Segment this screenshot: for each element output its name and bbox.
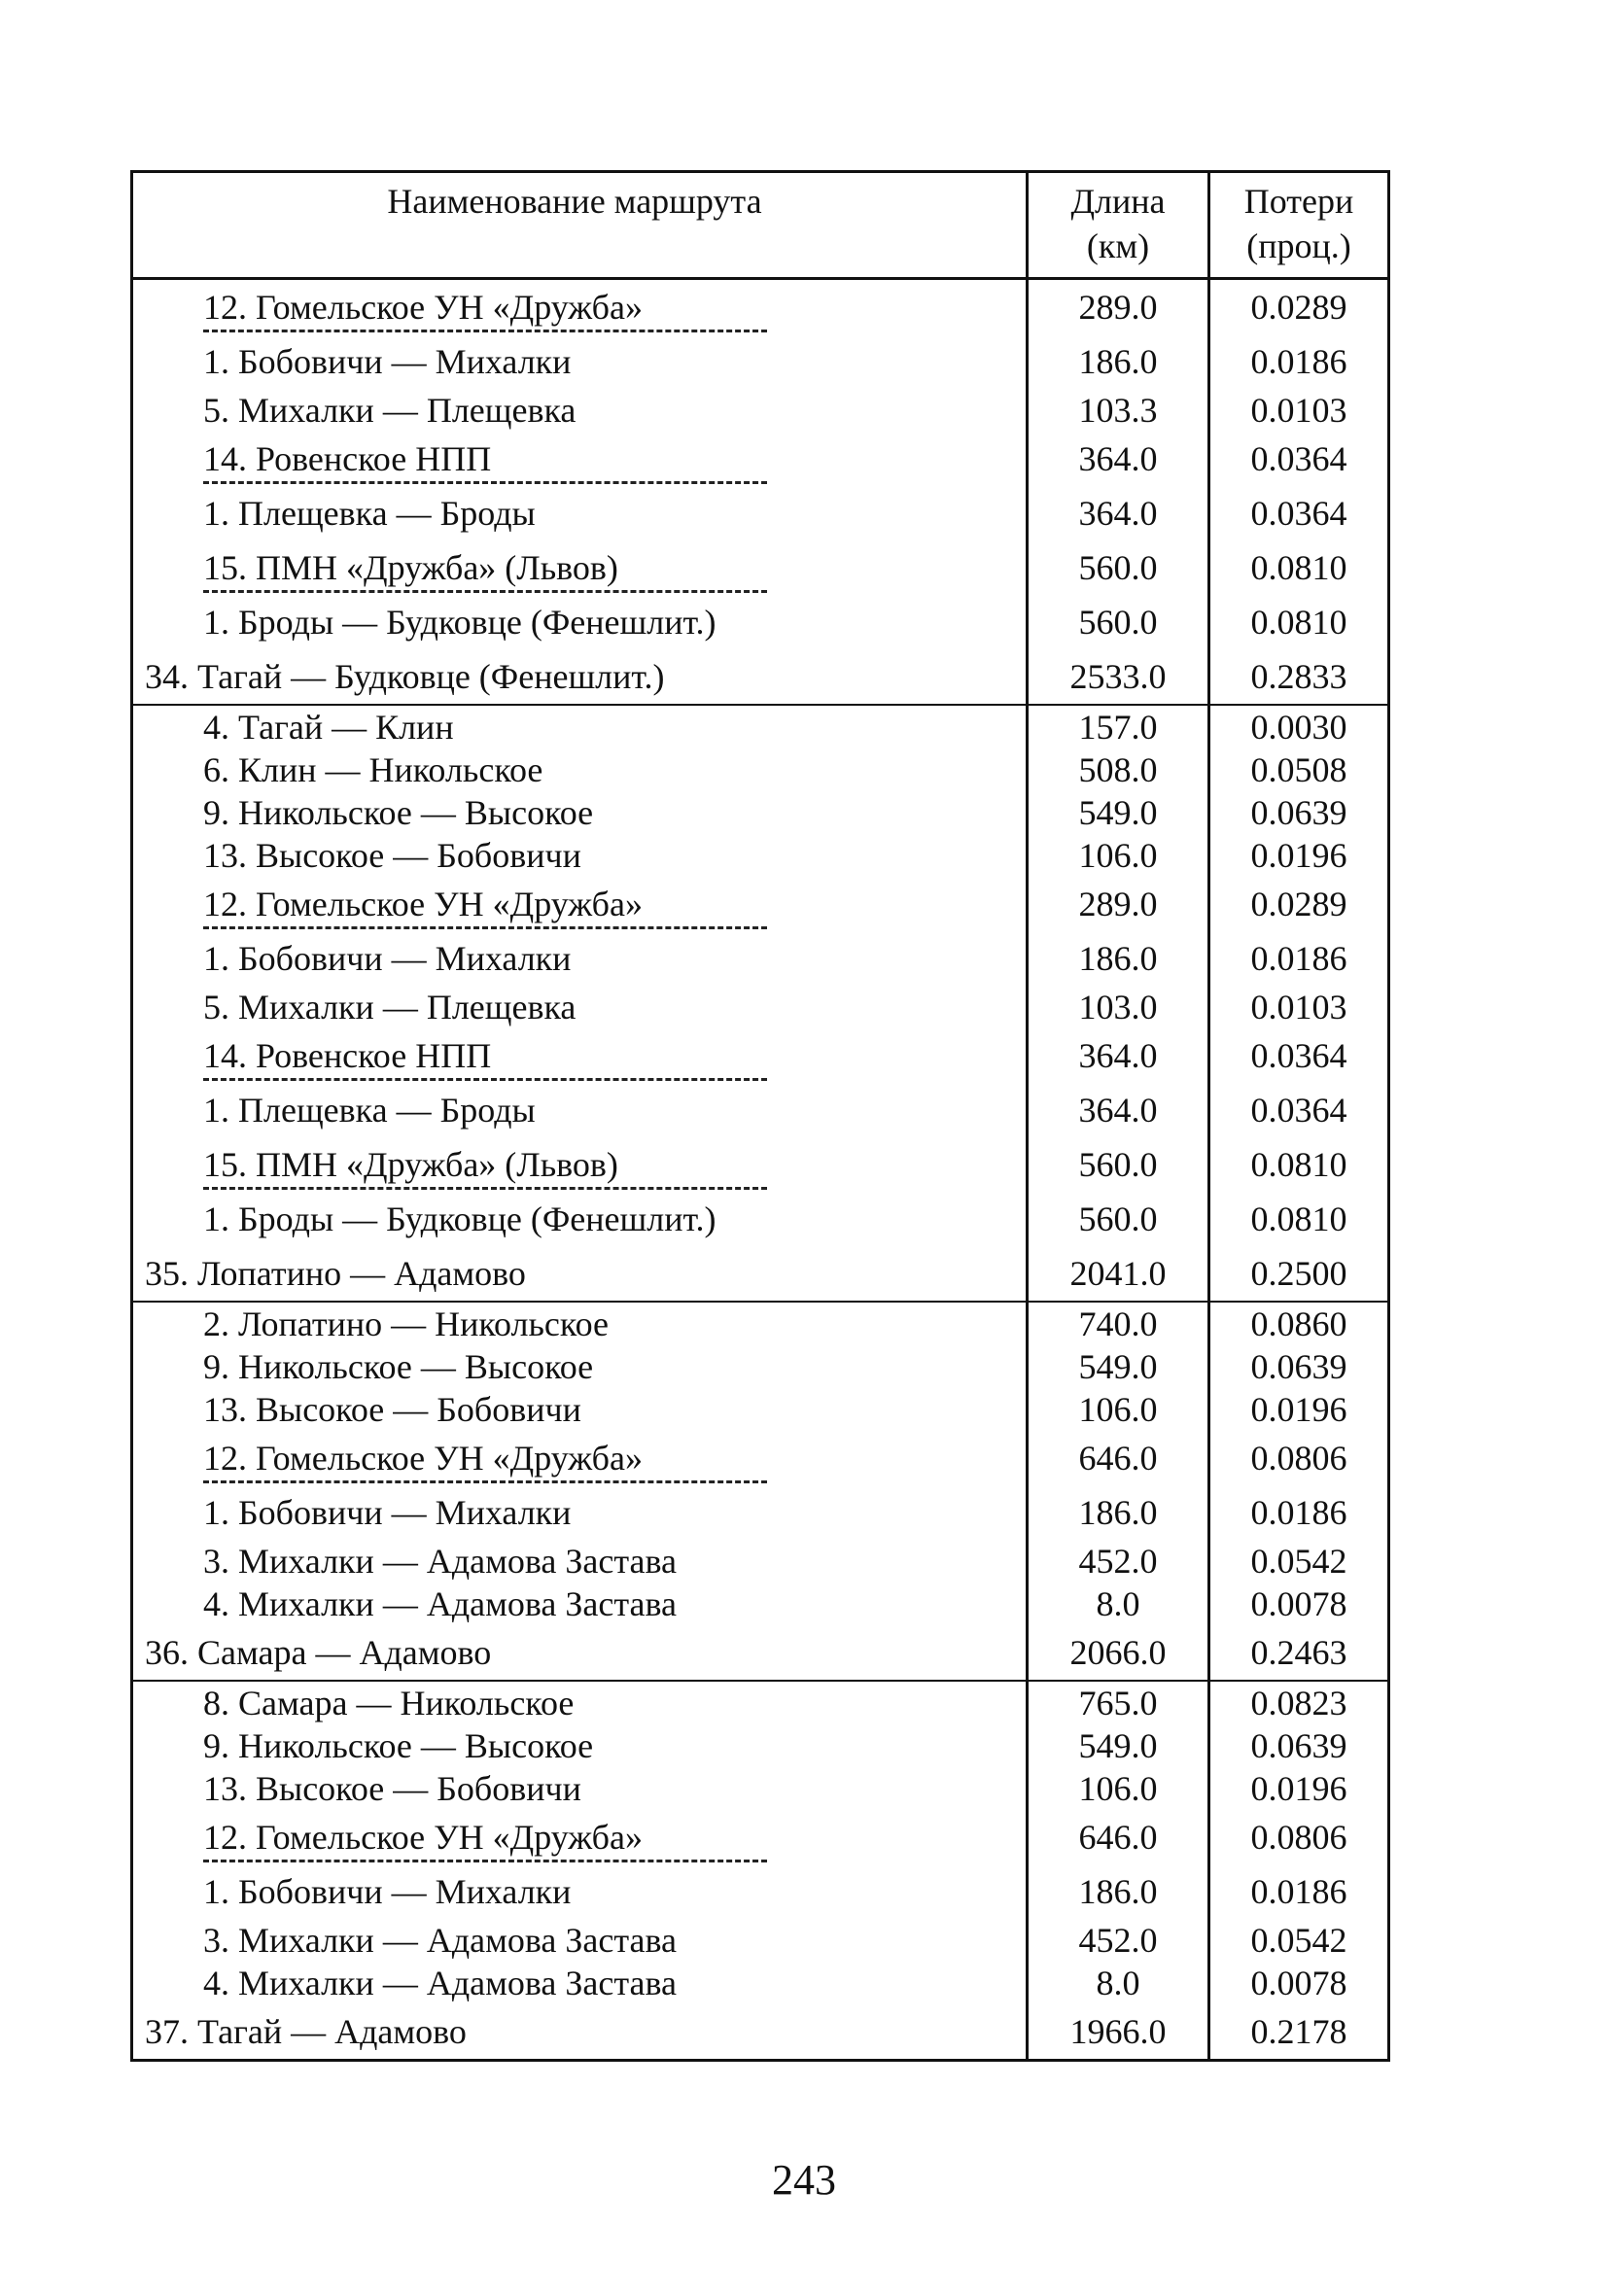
table-row-total: [133, 1625, 1387, 1680]
table-row: [133, 486, 1387, 540]
route-length: 364.0: [1078, 1091, 1158, 1130]
route-loss-cell: [1210, 706, 1387, 748]
table-row: [133, 1864, 1387, 1919]
route-length-cell: [1029, 2004, 1210, 2059]
route-loss: 0.0186: [1250, 342, 1347, 381]
route-loss-cell: [1210, 1192, 1387, 1246]
route-name-cell: [133, 1388, 1029, 1431]
table-row: [133, 1083, 1387, 1137]
route-loss-cell: [1210, 432, 1387, 486]
route-name-cell: [133, 1192, 1029, 1246]
table-row: [133, 1345, 1387, 1388]
route-loss: 0.0810: [1250, 1145, 1347, 1184]
route-loss-cell: [1210, 1962, 1387, 2004]
route-loss-cell: [1210, 334, 1387, 389]
route-length-cell: [1029, 1919, 1210, 1962]
route-loss-cell: [1210, 986, 1387, 1028]
route-length-cell: [1029, 748, 1210, 791]
route-name: 3. Михалки — Адамова Застава: [203, 1542, 678, 1581]
table-row: [133, 1540, 1387, 1583]
route-length: 364.0: [1078, 494, 1158, 533]
route-name: 1. Броды — Будковце (Фенешлит.): [203, 1200, 717, 1238]
route-length-cell: [1029, 986, 1210, 1028]
route-loss: 0.0196: [1250, 1390, 1347, 1429]
route-loss: 0.0289: [1250, 288, 1347, 327]
route-name: 3. Михалки — Адамова Застава: [203, 1921, 678, 1960]
route-length-cell: [1029, 1810, 1210, 1864]
route-name: 4. Тагай — Клин: [203, 708, 454, 747]
route-loss: 0.0186: [1250, 1493, 1347, 1532]
table-row: [133, 1962, 1387, 2004]
route-loss: 0.2178: [1250, 2012, 1347, 2051]
route-loss: 0.0542: [1250, 1542, 1347, 1581]
table-row: [133, 1137, 1387, 1192]
route-loss-cell: [1210, 540, 1387, 595]
route-name-cell: [133, 748, 1029, 791]
route-loss: 0.0542: [1250, 1921, 1347, 1960]
route-length: 364.0: [1078, 1036, 1158, 1075]
route-loss-cell: [1210, 1431, 1387, 1485]
route-loss: 0.0364: [1250, 1091, 1347, 1130]
route-length-cell: [1029, 1083, 1210, 1137]
table-row: [133, 1767, 1387, 1810]
route-length-cell: [1029, 1388, 1210, 1431]
route-loss-cell: [1210, 1246, 1387, 1301]
route-loss: 0.0823: [1250, 1684, 1347, 1722]
route-length: 186.0: [1078, 1872, 1158, 1911]
route-name-cell: [133, 1028, 1029, 1083]
route-name: 12. Гомельское УН «Дружба»: [203, 288, 643, 327]
route-name: 1. Броды — Будковце (Фенешлит.): [203, 603, 717, 642]
header-name: Наименование маршрута: [387, 182, 762, 221]
route-name-cell: [133, 1246, 1029, 1301]
route-loss: 0.0508: [1250, 750, 1347, 789]
table-row: [133, 1028, 1387, 1083]
table-row: [133, 748, 1387, 791]
route-name: 12. Гомельское УН «Дружба»: [203, 1439, 643, 1478]
route-length-cell: [1029, 931, 1210, 986]
route-name-cell: [133, 1625, 1029, 1680]
route-name-cell: [133, 649, 1029, 704]
route-name: 9. Никольское — Высокое: [203, 793, 594, 832]
route-length: 452.0: [1078, 1542, 1158, 1581]
route-length-cell: [1029, 791, 1210, 834]
route-length-cell: [1029, 1303, 1210, 1345]
route-name-cell: [133, 1303, 1029, 1345]
route-name: 12. Гомельское УН «Дружба»: [203, 1818, 643, 1857]
route-loss-cell: [1210, 791, 1387, 834]
route-length: 289.0: [1078, 288, 1158, 327]
route-length-cell: [1029, 595, 1210, 649]
route-name: 37. Тагай — Адамово: [145, 2012, 467, 2051]
route-name-cell: [133, 1345, 1029, 1388]
route-length: 508.0: [1078, 750, 1158, 789]
route-loss-cell: [1210, 1864, 1387, 1919]
route-name-cell: [133, 1083, 1029, 1137]
route-length-cell: [1029, 1246, 1210, 1301]
route-name-cell: [133, 1540, 1029, 1583]
table-row: [133, 931, 1387, 986]
route-length: 186.0: [1078, 342, 1158, 381]
route-length: 560.0: [1078, 603, 1158, 642]
route-name: 1. Бобовичи — Михалки: [203, 1493, 572, 1532]
route-loss-cell: [1210, 748, 1387, 791]
route-loss-cell: [1210, 931, 1387, 986]
header-length: Длина (км): [1070, 182, 1166, 265]
route-loss: 0.2833: [1250, 657, 1347, 696]
route-name: 13. Высокое — Бобовичи: [203, 836, 581, 875]
route-length-cell: [1029, 834, 1210, 877]
route-name: 36. Самара — Адамово: [145, 1633, 492, 1672]
table-row: [133, 1431, 1387, 1485]
route-loss: 0.2463: [1250, 1633, 1347, 1672]
route-name: 5. Михалки — Плещевка: [203, 391, 577, 430]
route-name-cell: [133, 540, 1029, 595]
route-loss-cell: [1210, 1625, 1387, 1680]
header-name-cell: [133, 173, 1029, 277]
route-length: 103.0: [1078, 988, 1158, 1026]
table-row: [133, 595, 1387, 649]
route-length: 103.3: [1078, 391, 1158, 430]
route-name-cell: [133, 1919, 1029, 1962]
route-length: 560.0: [1078, 1200, 1158, 1238]
route-loss: 0.0810: [1250, 548, 1347, 587]
route-loss-cell: [1210, 1724, 1387, 1767]
route-loss: 0.0810: [1250, 603, 1347, 642]
route-loss-cell: [1210, 2004, 1387, 2059]
route-length: 646.0: [1078, 1439, 1158, 1478]
route-length-cell: [1029, 1767, 1210, 1810]
route-loss-cell: [1210, 1919, 1387, 1962]
route-loss: 0.0289: [1250, 885, 1347, 923]
route-loss-cell: [1210, 280, 1387, 334]
route-length: 106.0: [1078, 1769, 1158, 1808]
route-loss: 0.0196: [1250, 1769, 1347, 1808]
route-length-cell: [1029, 1137, 1210, 1192]
route-length-cell: [1029, 486, 1210, 540]
header-loss-cell: [1210, 173, 1387, 277]
route-loss: 0.0078: [1250, 1584, 1347, 1623]
route-loss: 0.0030: [1250, 708, 1347, 747]
route-name-cell: [133, 2004, 1029, 2059]
route-name: 4. Михалки — Адамова Застава: [203, 1584, 678, 1623]
route-length: 560.0: [1078, 548, 1158, 587]
route-length-cell: [1029, 1625, 1210, 1680]
route-name: 1. Бобовичи — Михалки: [203, 1872, 572, 1911]
route-name: 35. Лопатино — Адамово: [145, 1254, 526, 1293]
table-row: [133, 706, 1387, 748]
route-name-cell: [133, 1724, 1029, 1767]
route-length: 549.0: [1078, 1347, 1158, 1386]
route-loss-cell: [1210, 1137, 1387, 1192]
route-length-cell: [1029, 1540, 1210, 1583]
route-loss: 0.0103: [1250, 391, 1347, 430]
table-row-total: [133, 1246, 1387, 1301]
route-length: 106.0: [1078, 1390, 1158, 1429]
table-row: [133, 280, 1387, 334]
route-name-cell: [133, 486, 1029, 540]
route-name-cell: [133, 931, 1029, 986]
route-loss-cell: [1210, 1345, 1387, 1388]
route-loss: 0.0196: [1250, 836, 1347, 875]
route-name-cell: [133, 1137, 1029, 1192]
route-loss-cell: [1210, 649, 1387, 704]
route-length-cell: [1029, 280, 1210, 334]
route-loss-cell: [1210, 1083, 1387, 1137]
route-length: 8.0: [1096, 1964, 1140, 2002]
route-length: 646.0: [1078, 1818, 1158, 1857]
route-length: 289.0: [1078, 885, 1158, 923]
table-row: [133, 1583, 1387, 1625]
route-name-cell: [133, 1767, 1029, 1810]
route-loss-cell: [1210, 595, 1387, 649]
route-length: 8.0: [1096, 1584, 1140, 1623]
route-length: 549.0: [1078, 1726, 1158, 1765]
table-row: [133, 1485, 1387, 1540]
route-length: 2066.0: [1069, 1633, 1167, 1672]
route-loss-cell: [1210, 877, 1387, 931]
route-length-cell: [1029, 1431, 1210, 1485]
route-name-cell: [133, 1431, 1029, 1485]
route-name: 1. Плещевка — Броды: [203, 494, 536, 533]
route-name-cell: [133, 791, 1029, 834]
route-loss: 0.0186: [1250, 1872, 1347, 1911]
route-name: 5. Михалки — Плещевка: [203, 988, 577, 1026]
route-length-cell: [1029, 1345, 1210, 1388]
route-loss: 0.0810: [1250, 1200, 1347, 1238]
route-loss-cell: [1210, 1028, 1387, 1083]
route-length-cell: [1029, 649, 1210, 704]
route-name-cell: [133, 1864, 1029, 1919]
route-length: 106.0: [1078, 836, 1158, 875]
route-name: 9. Никольское — Высокое: [203, 1347, 594, 1386]
route-loss: 0.0364: [1250, 1036, 1347, 1075]
table-row: [133, 1192, 1387, 1246]
table-row: [133, 334, 1387, 389]
route-loss-cell: [1210, 1303, 1387, 1345]
route-loss: 0.0364: [1250, 439, 1347, 478]
route-loss: 0.0639: [1250, 1726, 1347, 1765]
route-loss: 0.0806: [1250, 1439, 1347, 1478]
route-name: 15. ПМН «Дружба» (Львов): [203, 1145, 618, 1184]
route-loss-cell: [1210, 486, 1387, 540]
route-name: 15. ПМН «Дружба» (Львов): [203, 548, 618, 587]
route-length-cell: [1029, 877, 1210, 931]
route-length-cell: [1029, 706, 1210, 748]
route-loss: 0.0806: [1250, 1818, 1347, 1857]
route-loss-cell: [1210, 1540, 1387, 1583]
page-number: 243: [772, 2156, 836, 2204]
table-row: [133, 791, 1387, 834]
route-name-cell: [133, 1485, 1029, 1540]
route-name-cell: [133, 389, 1029, 432]
route-name-cell: [133, 334, 1029, 389]
header-loss: Потери (проц.): [1243, 182, 1354, 265]
route-loss: 0.0364: [1250, 494, 1347, 533]
route-length-cell: [1029, 334, 1210, 389]
route-name-cell: [133, 986, 1029, 1028]
route-length: 740.0: [1078, 1305, 1158, 1343]
route-name: 1. Плещевка — Броды: [203, 1091, 536, 1130]
route-table: [130, 170, 1390, 2062]
route-loss-cell: [1210, 1388, 1387, 1431]
route-length: 560.0: [1078, 1145, 1158, 1184]
route-name-cell: [133, 1583, 1029, 1625]
route-name-cell: [133, 1962, 1029, 2004]
route-length-cell: [1029, 1724, 1210, 1767]
route-length-cell: [1029, 1583, 1210, 1625]
route-length: 1966.0: [1069, 2012, 1167, 2051]
table-row-total: [133, 649, 1387, 704]
route-length: 186.0: [1078, 939, 1158, 978]
route-group: [133, 1303, 1387, 1682]
route-length: 549.0: [1078, 793, 1158, 832]
route-name: 13. Высокое — Бобовичи: [203, 1769, 581, 1808]
table-row: [133, 1303, 1387, 1345]
route-group: [133, 706, 1387, 1303]
route-name: 13. Высокое — Бобовичи: [203, 1390, 581, 1429]
route-name: 6. Клин — Никольское: [203, 750, 543, 789]
route-name: 2. Лопатино — Никольское: [203, 1305, 609, 1343]
route-name-cell: [133, 595, 1029, 649]
route-length-cell: [1029, 1192, 1210, 1246]
table-row: [133, 1919, 1387, 1962]
route-loss: 0.0078: [1250, 1964, 1347, 2002]
route-loss: 0.0186: [1250, 939, 1347, 978]
route-loss: 0.0103: [1250, 988, 1347, 1026]
route-loss: 0.0860: [1250, 1305, 1347, 1343]
table-row: [133, 834, 1387, 877]
route-length-cell: [1029, 1962, 1210, 2004]
route-loss-cell: [1210, 1767, 1387, 1810]
route-length-cell: [1029, 1682, 1210, 1724]
route-name: 14. Ровенское НПП: [203, 439, 492, 478]
route-name: 1. Бобовичи — Михалки: [203, 939, 572, 978]
route-name-cell: [133, 706, 1029, 748]
route-name-cell: [133, 432, 1029, 486]
route-name-cell: [133, 1810, 1029, 1864]
route-length: 157.0: [1078, 708, 1158, 747]
route-name-cell: [133, 834, 1029, 877]
route-loss-cell: [1210, 1485, 1387, 1540]
table-row: [133, 1724, 1387, 1767]
table-body: [133, 280, 1387, 2059]
route-loss: 0.0639: [1250, 793, 1347, 832]
route-length-cell: [1029, 1864, 1210, 1919]
table-row: [133, 877, 1387, 931]
route-loss-cell: [1210, 389, 1387, 432]
route-loss-cell: [1210, 1583, 1387, 1625]
header-length-cell: [1029, 173, 1210, 277]
table-row-total: [133, 2004, 1387, 2059]
route-group: [133, 1682, 1387, 2059]
route-length: 2041.0: [1069, 1254, 1167, 1293]
route-name: 34. Тагай — Будковце (Фенешлит.): [145, 657, 665, 696]
route-name: 12. Гомельское УН «Дружба»: [203, 885, 643, 923]
route-length-cell: [1029, 1028, 1210, 1083]
route-length-cell: [1029, 432, 1210, 486]
route-length: 765.0: [1078, 1684, 1158, 1722]
route-loss: 0.0639: [1250, 1347, 1347, 1386]
route-name-cell: [133, 280, 1029, 334]
route-length-cell: [1029, 389, 1210, 432]
table-row: [133, 986, 1387, 1028]
route-name: 4. Михалки — Адамова Застава: [203, 1964, 678, 2002]
route-length: 364.0: [1078, 439, 1158, 478]
route-length-cell: [1029, 1485, 1210, 1540]
route-length: 186.0: [1078, 1493, 1158, 1532]
route-loss-cell: [1210, 1810, 1387, 1864]
route-name: 14. Ровенское НПП: [203, 1036, 492, 1075]
table-row: [133, 432, 1387, 486]
route-loss-cell: [1210, 834, 1387, 877]
route-loss-cell: [1210, 1682, 1387, 1724]
table-header: [133, 173, 1387, 280]
route-loss: 0.2500: [1250, 1254, 1347, 1293]
table-row: [133, 1810, 1387, 1864]
route-length: 452.0: [1078, 1921, 1158, 1960]
route-name-cell: [133, 1682, 1029, 1724]
table-row: [133, 1682, 1387, 1724]
route-length: 2533.0: [1069, 657, 1167, 696]
table-row: [133, 1388, 1387, 1431]
table-row: [133, 540, 1387, 595]
route-group: [133, 280, 1387, 706]
route-name: 9. Никольское — Высокое: [203, 1726, 594, 1765]
route-length-cell: [1029, 540, 1210, 595]
route-name-cell: [133, 877, 1029, 931]
route-name: 1. Бобовичи — Михалки: [203, 342, 572, 381]
route-name: 8. Самара — Никольское: [203, 1684, 575, 1722]
table-row: [133, 389, 1387, 432]
